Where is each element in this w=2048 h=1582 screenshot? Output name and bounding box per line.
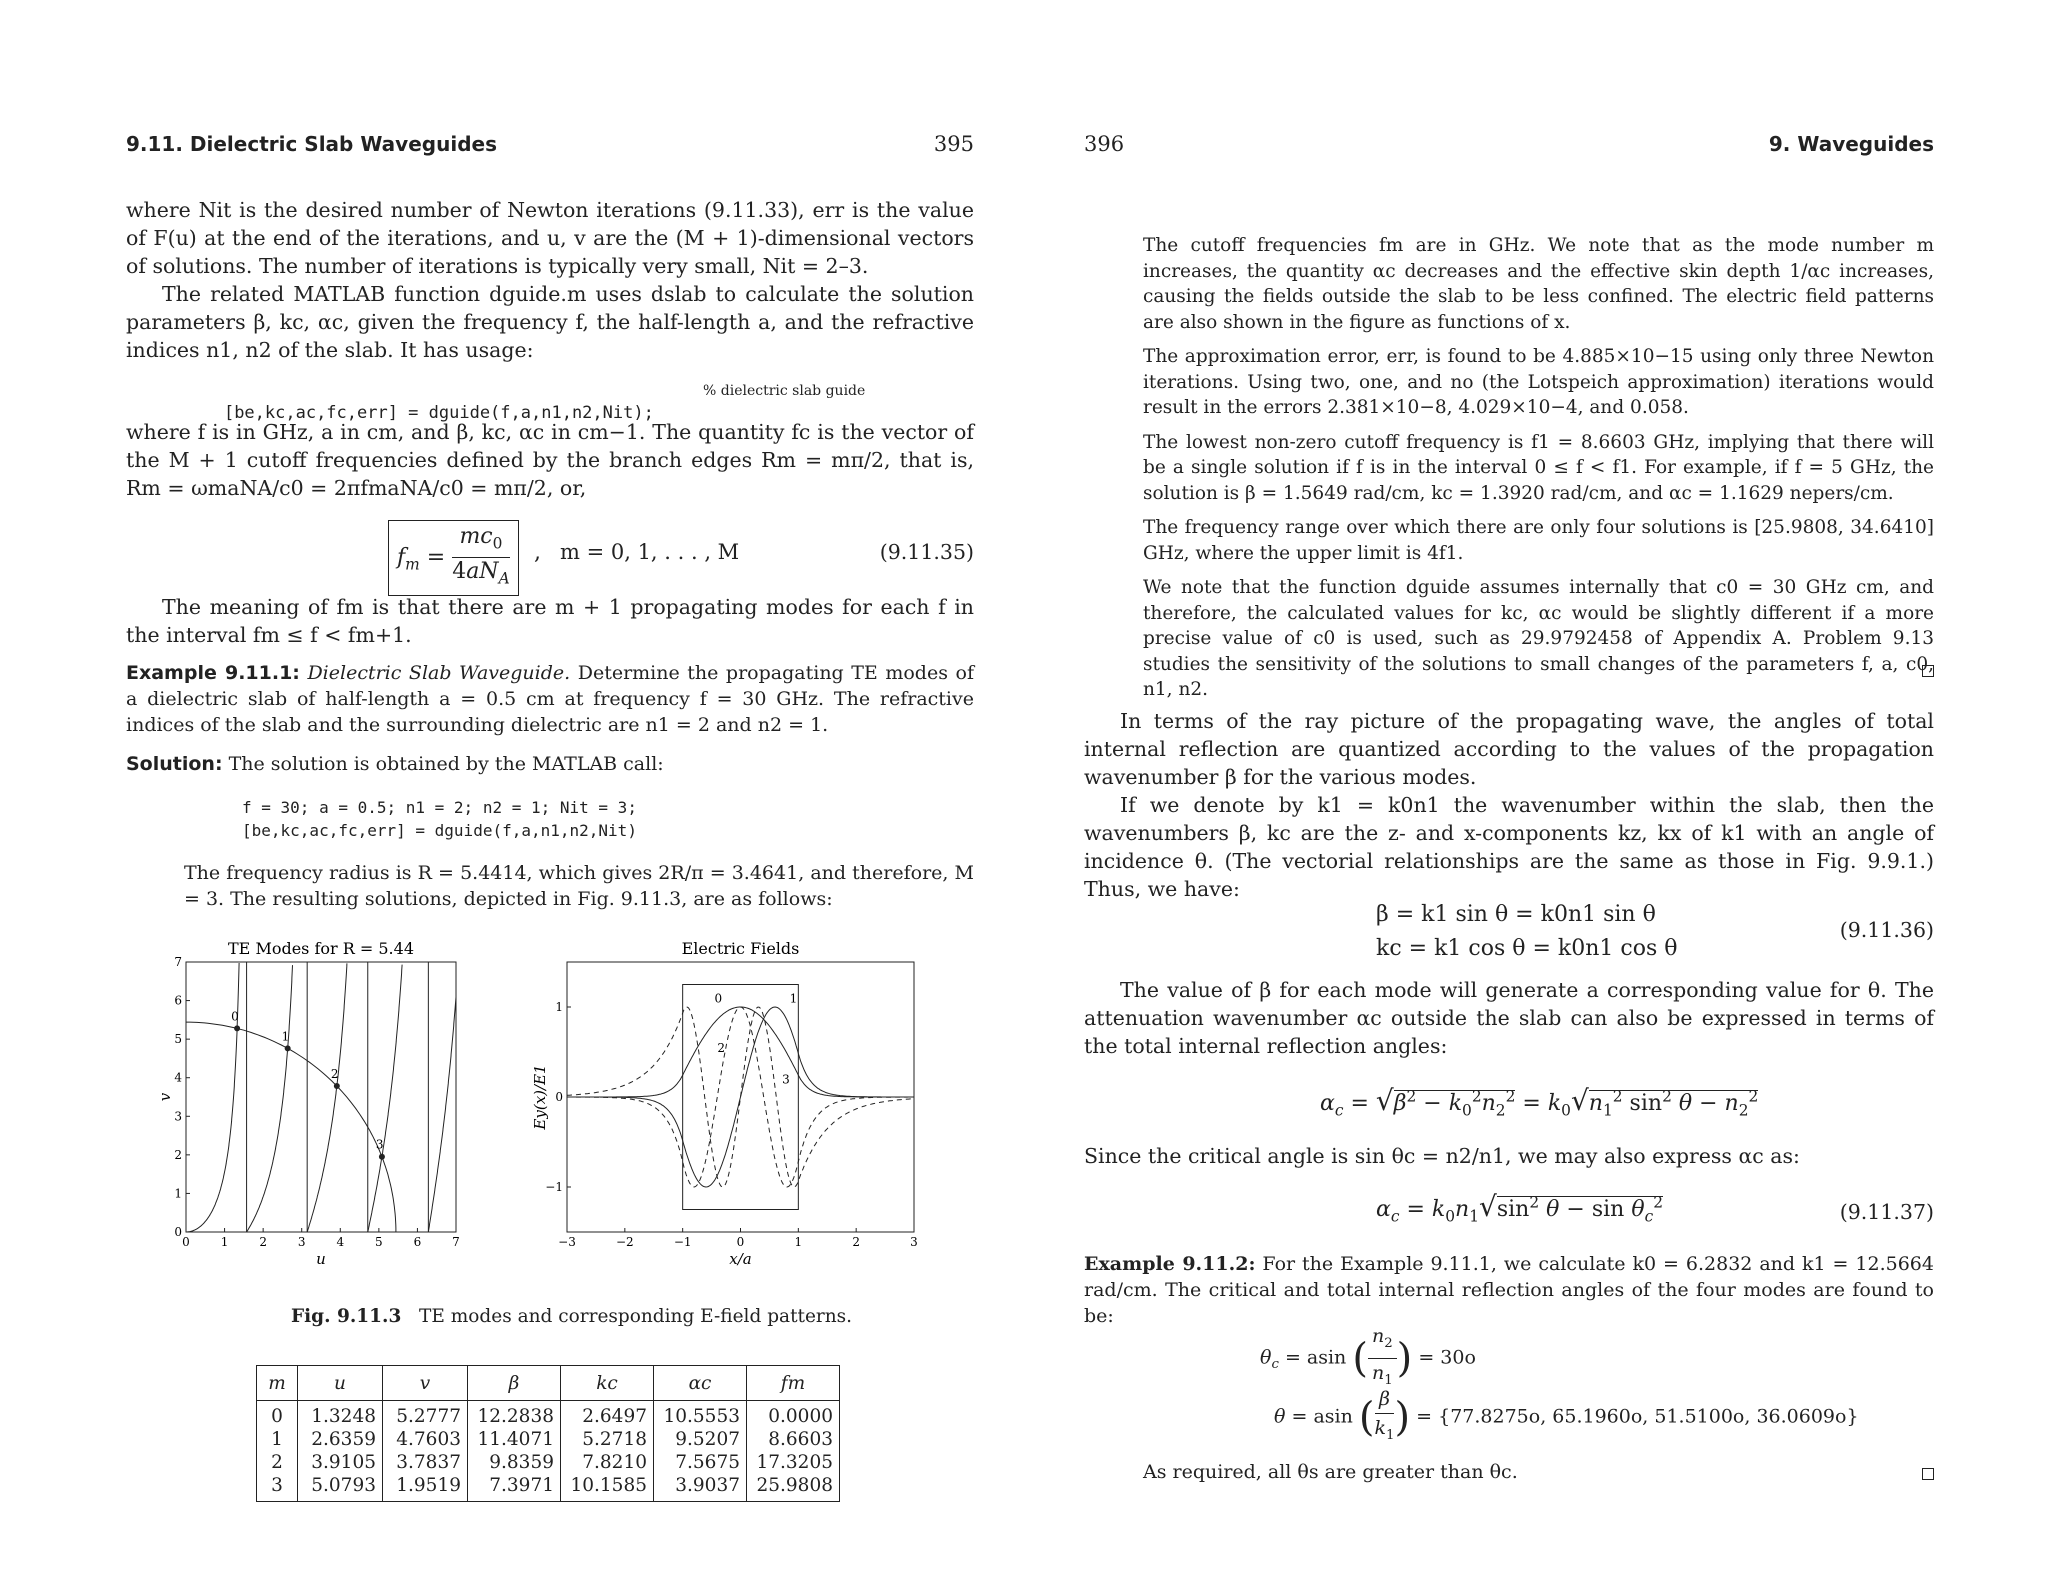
table-cell: 10.5553 (654, 1401, 747, 1429)
table-header-3: β (468, 1366, 561, 1401)
equation-line: β = k1 sin θ = k0n1 sin θ (1376, 902, 1656, 927)
equation-number: (9.11.35) (879, 540, 974, 564)
table-cell: 7.8210 (561, 1451, 654, 1474)
figure-9-11-3 (156, 930, 966, 1290)
x-tick-label: 3 (910, 1235, 918, 1249)
example-continuation (1143, 233, 1934, 703)
section-title: 9.11. Dielectric Slab Waveguides (126, 132, 497, 156)
paragraph-frequency-radius: The frequency radius is R = 5.4414, which gives 2R/π = 3.4641, and therefore, M = 3. The resulting solutions, depicted in Fig. 9.11.3, are as follows: (184, 862, 974, 910)
mode-curve (186, 963, 239, 1232)
code-line: [be,kc,ac,fc,err] = dguide(f,a,n1,n2,Nit) (242, 821, 637, 840)
paragraph-critical-angle: Since the critical angle is sin θc = n2/n1, we may also express αc as: (1084, 1144, 1800, 1168)
figure-label: Fig. 9.11.3 (291, 1306, 402, 1327)
intersection-point (285, 1045, 291, 1051)
x-tick-label: 3 (297, 1235, 306, 1249)
theta-c-value: = 30o (1418, 1346, 1476, 1369)
equation-theta-c: $\theta_c = asin$ ( $\frac{n_2}{n_1}$ ) = 30o (1260, 1322, 1476, 1395)
solution-block (126, 752, 974, 778)
equation-9-11-37: $\alpha_c = k_0n_1√\sin^2$ $\theta - \sin \theta_c^2$ (1376, 1190, 1663, 1226)
table-cell: 12.2838 (468, 1401, 561, 1429)
table-header-0: m (257, 1366, 298, 1401)
plot-frame (186, 962, 456, 1232)
x-tick-label: 2 (852, 1235, 860, 1249)
table-cell: 17.3205 (747, 1451, 840, 1474)
table-row (257, 1474, 840, 1502)
table-cell: 0.0000 (747, 1401, 840, 1429)
mode-label: 2 (717, 1041, 726, 1055)
code-comment: % dielectric slab guide (703, 383, 866, 399)
paragraph-meaning-fm: The meaning of fm is that there are m + 1 propagating modes for each f in the interval fm ≤ f < fm+1. (126, 595, 974, 647)
x-tick-label: 4 (336, 1235, 345, 1249)
y-tick-label: 5 (174, 1032, 182, 1047)
chapter-title: 9. Waveguides (1768, 132, 1934, 156)
table-header-2: v (383, 1366, 468, 1401)
table-cell: 7.3971 (468, 1474, 561, 1502)
paragraph-frequency-range: The frequency range over which there are only four solutions is [25.9808, 34.6410] GHz, where the upper limit is 4f1. (1143, 517, 1934, 564)
table-header-1: u (298, 1366, 383, 1401)
table-cell: 2 (257, 1451, 298, 1474)
y-tick-label: 1 (174, 1186, 182, 1201)
chart-title: TE Modes for R = 5.44 (228, 939, 414, 958)
table-cell: 3.7837 (383, 1451, 468, 1474)
table-cell: 10.1585 (561, 1474, 654, 1502)
y-tick-label: 4 (174, 1070, 182, 1085)
equation-9-11-36 (1376, 898, 1678, 966)
intersection-label: 3 (375, 1137, 384, 1152)
equation-line: kc = k1 cos θ = k0n1 cos θ (1376, 936, 1678, 961)
code-line: f = 30; a = 0.5; n1 = 2; n2 = 1; Nit = 3; (242, 798, 637, 817)
table-cell: 1 (257, 1428, 298, 1451)
intersection-point (379, 1154, 385, 1160)
table-header-6: fm (747, 1366, 840, 1401)
x-tick-label: −2 (615, 1235, 634, 1249)
left-page: 9.11. Dielectric Slab Waveguides 395 where Nit is the desired number of Newton iterations (9.11.33), err is the value of F(u) at the end of the iterations, and u, v are the (M + 1)-dimensional vectors of solutions. The number of iterations is typically very small, Nit = 2–3. The related MATLAB function dguide.m uses dslab to calculate the solution parameters β, kc, αc, given the frequency f, the half-length a, and the refractive indices n1, n2 of the slab. It has usage: [be,kc,ac,fc,err] = dguide(f,a,n1,n2,Nit); % dielectric slab guide where f is in GHz, a in cm, and β, kc, αc in cm−1. The quantity fc is the vector of the M + 1 cutoff frequencies defined by the branch edges Rm = mπ/2, that is, Rm = ωmaNA/c0 = 2πfmaNA/c0 = mπ/2, or, $f_m$ = $\frac{mc_0}{4aN_A}$ , m = 0, 1, . . . , M (9.11.35) The meaning of fm is that there are m + 1 propagating modes for each f in the interval fm ≤ f < fm+1. Example 9.11.1: Dielectric Slab Waveguide. Determine the propagating TE modes of a dielectric slab of half-length a = 0.5 cm at frequency f = 30 GHz. The refractive indices of the slab and the surrounding dielectric are n1 = 2 and n2 = 1. Solution: The solution is obtained by the MATLAB call: f = 30; a = 0.5; n1 = 2; n2 = 1; Nit = 3; [be,kc,ac,fc,err] = dguide(f,a,n1,n2,Nit) The frequency radius is R = 5.4414, which gives 2R/π = 3.4641, and therefore, M = 3. The resulting solutions, depicted in Fig. 9.11.3, are as follows: TE Modes for R = 5.44 0 1 2 3 4 5 6 7 0 1 2 3 4 5 6 7 u v 0 1 2 3 Electric Fields −3 −2 −1 0 1 2 3 −1 0 1 x/a Ey(x)/E1 0 1 2 3 Fig. 9.11.3 TE modes and corresponding E-field patterns. m u v β kc αc fm 0 1.3248 5.2777 12.2838 2.6497 10.5553 0.0000 1 2.6359 4.7603 11.4071 5.2718 9.5207 8.6603 2 3.9105 3.7837 9.8359 7.8210 7.5675 17.3205 3 5.0793 1.9519 7.3971 10.1585 3.9037 25.9808 (126, 0, 974, 1582)
example-label: Example 9.11.2: (1084, 1253, 1256, 1275)
running-header-right (1084, 132, 1934, 162)
code-line: [be,kc,ac,fc,err] = dguide(f,a,n1,n2,Nit); (223, 403, 654, 423)
table-cell: 4.7603 (383, 1428, 468, 1451)
paragraph-newton-iterations: where Nit is the desired number of Newton iterations (9.11.33), err is the value of F(u) at the end of the iterations, and u, v are the (M + 1)-dimensional vectors of solutions. The number of iterations is typically very small, Nit = 2–3. (126, 198, 974, 278)
y-axis-label: Ey(x)/E1 (531, 1064, 549, 1130)
mode-curve (368, 965, 402, 1232)
x-tick-label: 7 (452, 1235, 460, 1249)
solution-text: The solution is obtained by the MATLAB call: (228, 753, 664, 775)
y-tick-label: 0 (174, 1225, 182, 1239)
circle-arc (186, 1022, 396, 1232)
table-cell: 9.5207 (654, 1428, 747, 1451)
intersection-label: 0 (231, 1009, 239, 1024)
field-curve-mode-1 (567, 1007, 914, 1187)
results-table (256, 1365, 840, 1502)
y-tick-label: −1 (545, 1180, 563, 1194)
example-label: Example 9.11.1: (126, 662, 300, 684)
running-header-left (126, 132, 974, 162)
paragraph-beta-theta: The value of β for each mode will generate a corresponding value for θ. The attenuation wavenumber αc outside the slab can also be expressed in terms of the total internal reflection angles: (1084, 978, 1934, 1058)
paragraph-cutoff-frequencies: where f is in GHz, a in cm, and β, kc, αc in cm−1. The quantity fc is the vector of the M + 1 cutoff frequencies defined by the branch edges Rm = mπ/2, that is, Rm = ωmaNA/c0 = 2πfmaNA/c0 = mπ/2, or, (126, 420, 974, 500)
x-tick-label: 1 (794, 1235, 803, 1249)
table-cell: 9.8359 (468, 1451, 561, 1474)
mode-curve (307, 963, 347, 1232)
equation-number: (9.11.37) (1839, 1200, 1934, 1224)
mode-label: 0 (714, 991, 723, 1006)
mode-label: 1 (789, 991, 798, 1006)
page-number-left: 395 (933, 132, 974, 156)
table-cell: 0 (257, 1401, 298, 1429)
example-9-11-2 (1084, 1251, 1934, 1329)
x-tick-label: −1 (673, 1235, 692, 1249)
y-axis-label: v (156, 1092, 174, 1102)
table-cell: 7.5675 (654, 1451, 747, 1474)
y-tick-label: 2 (174, 1147, 182, 1162)
x-tick-label: 1 (220, 1235, 229, 1249)
table-header-5: αc (654, 1366, 747, 1401)
code-example-call (242, 796, 637, 842)
intersection-label: 1 (281, 1029, 290, 1044)
mode-curve (247, 965, 293, 1232)
example-text: For the Example 9.11.1, we calculate k0 = 6.2832 and k1 = 12.5664 rad/cm. The critical and total internal reflection angles of the four modes are found to be: (1084, 1253, 1934, 1327)
x-tick-label: 0 (182, 1235, 190, 1249)
x-axis-label: x/a (729, 1250, 752, 1268)
figure-caption-text: TE modes and corresponding E-field patterns. (419, 1306, 853, 1327)
paragraph-c0-note: We note that the function dguide assumes internally that c0 = 30 GHz cm, and therefore, the calculated values for kc, αc would be slightly different if a more precise value of c0 is used, such as 29.9792458 of Appendix A. Problem 9.13 studies the sensitivity of the solutions to small changes of the parameters f, a, c0, n1, n2. (1143, 577, 1934, 700)
y-tick-label: 0 (555, 1090, 563, 1104)
equation-9-11-35-rhs: m = 0, 1, . . . , M (560, 540, 740, 564)
paragraph-lowest-cutoff: The lowest non-zero cutoff frequency is f1 = 8.6603 GHz, implying that there will be a single solution if f is in the interval 0 ≤ f < f1. For example, if f = 5 GHz, the solution is β = 1.5649 rad/cm, kc = 1.3920 rad/cm, and αc = 1.1629 nepers/cm. (1143, 431, 1934, 504)
equation-9-11-35-box: $f_m$ = $\frac{mc_0}{4aN_A}$ (388, 520, 519, 596)
table-cell: 3.9037 (654, 1474, 747, 1502)
intersection-label: 2 (330, 1067, 339, 1082)
table-cell: 5.2718 (561, 1428, 654, 1451)
y-tick-label: 3 (174, 1109, 182, 1124)
paragraph-ray-picture: In terms of the ray picture of the propagating wave, the angles of total internal reflection are quantized according to the values of the propagation wavenumber β for the various modes. (1084, 709, 1934, 789)
paragraph-wavenumbers: If we denote by k1 = k0n1 the wavenumber within the slab, then the wavenumbers β, kc are the z- and x-components kz, kx of k1 with an angle of incidence θ. (The vectorial relationships are the same as those in Fig. 9.9.1.) Thus, we have: (1084, 793, 1934, 901)
solution-label: Solution: (126, 753, 223, 775)
table-cell: 1.3248 (298, 1401, 383, 1429)
paragraph-cutoff-ghz: The cutoff frequencies fm are in GHz. We note that as the mode number m increases, the quantity αc decreases and the effective skin depth 1/αc increases, causing the fields outside the slab to be less confined. The electric field patterns are also shown in the figure as functions of x. (1143, 235, 1934, 333)
field-curve-mode-0 (567, 1007, 914, 1097)
page-number-right: 396 (1084, 132, 1125, 156)
table-cell: 11.4071 (468, 1428, 561, 1451)
y-tick-label: 6 (174, 993, 182, 1008)
x-tick-label: 6 (413, 1235, 422, 1249)
x-tick-label: −3 (558, 1235, 576, 1249)
x-axis-label: u (316, 1250, 326, 1268)
table-cell: 5.0793 (298, 1474, 383, 1502)
table-cell: 3 (257, 1474, 298, 1502)
table-cell: 8.6603 (747, 1428, 840, 1451)
qed-box (1922, 665, 1934, 677)
mode-label: 3 (782, 1072, 790, 1087)
x-tick-label: 0 (736, 1235, 745, 1249)
table-header-4: kc (561, 1366, 654, 1401)
intersection-point (334, 1083, 340, 1089)
intersection-point (234, 1025, 240, 1031)
table-row (257, 1451, 840, 1474)
equation-theta: θ = asin ( $\frac{\beta}{k_1}$ ) = {77.8275o, 65.1960o, 51.5100o, 36.0609o} (1274, 1385, 1859, 1450)
equation-number: (9.11.36) (1839, 918, 1934, 942)
y-tick-label: 1 (555, 1000, 563, 1014)
paragraph-dguide-function: The related MATLAB function dguide.m uses dslab to calculate the solution parameters β, kc, αc, given the frequency f, the half-length a, and the refractive indices n1, n2 of the slab. It has usage: (126, 282, 974, 362)
table-cell: 5.2777 (383, 1401, 468, 1429)
table-row (257, 1428, 840, 1451)
right-page (1084, 0, 1934, 1582)
table-cell: 1.9519 (383, 1474, 468, 1502)
mode-curve (428, 997, 456, 1232)
example-title: Dielectric Slab Waveguide. (307, 662, 571, 684)
example-text: Determine the propagating TE modes of a dielectric slab of half-length a = 0.5 cm at frequency f = 30 GHz. The refractive indices of the slab and the surrounding dielectric are n1 = 2 and n2 = 1. (126, 662, 974, 736)
table-cell: 2.6359 (298, 1428, 383, 1451)
paragraph-approx-error: The approximation error, err, is found to be 4.885×10−15 using only three Newton iterations. Using two, one, and no (the Lotspeich approximation) iterations would result in the errors 2.381×10−8, 4.029×10−4, and 0.058. (1143, 346, 1934, 418)
table-row (257, 1401, 840, 1429)
figure-caption (291, 1306, 852, 1327)
example-9-11-1 (126, 660, 974, 738)
table-cell: 2.6497 (561, 1401, 654, 1429)
y-tick-label: 7 (174, 955, 182, 969)
chart-title: Electric Fields (681, 939, 800, 958)
table-cell: 3.9105 (298, 1451, 383, 1474)
equation-alpha-c: $\alpha_c = √\beta^2 - k_0^2n_2^2 = k_0√n_1^2$ $\sin^2 \theta - n_2^2$ (1320, 1084, 1759, 1120)
x-tick-label: 2 (259, 1235, 267, 1249)
table-cell: 25.9808 (747, 1474, 840, 1502)
theta-values: = {77.8275o, 65.1960o, 51.5100o, 36.0609o} (1416, 1405, 1859, 1428)
qed-box (1922, 1468, 1934, 1480)
paragraph-as-required: As required, all θs are greater than θc. (1143, 1461, 1518, 1483)
x-tick-label: 5 (375, 1235, 383, 1249)
